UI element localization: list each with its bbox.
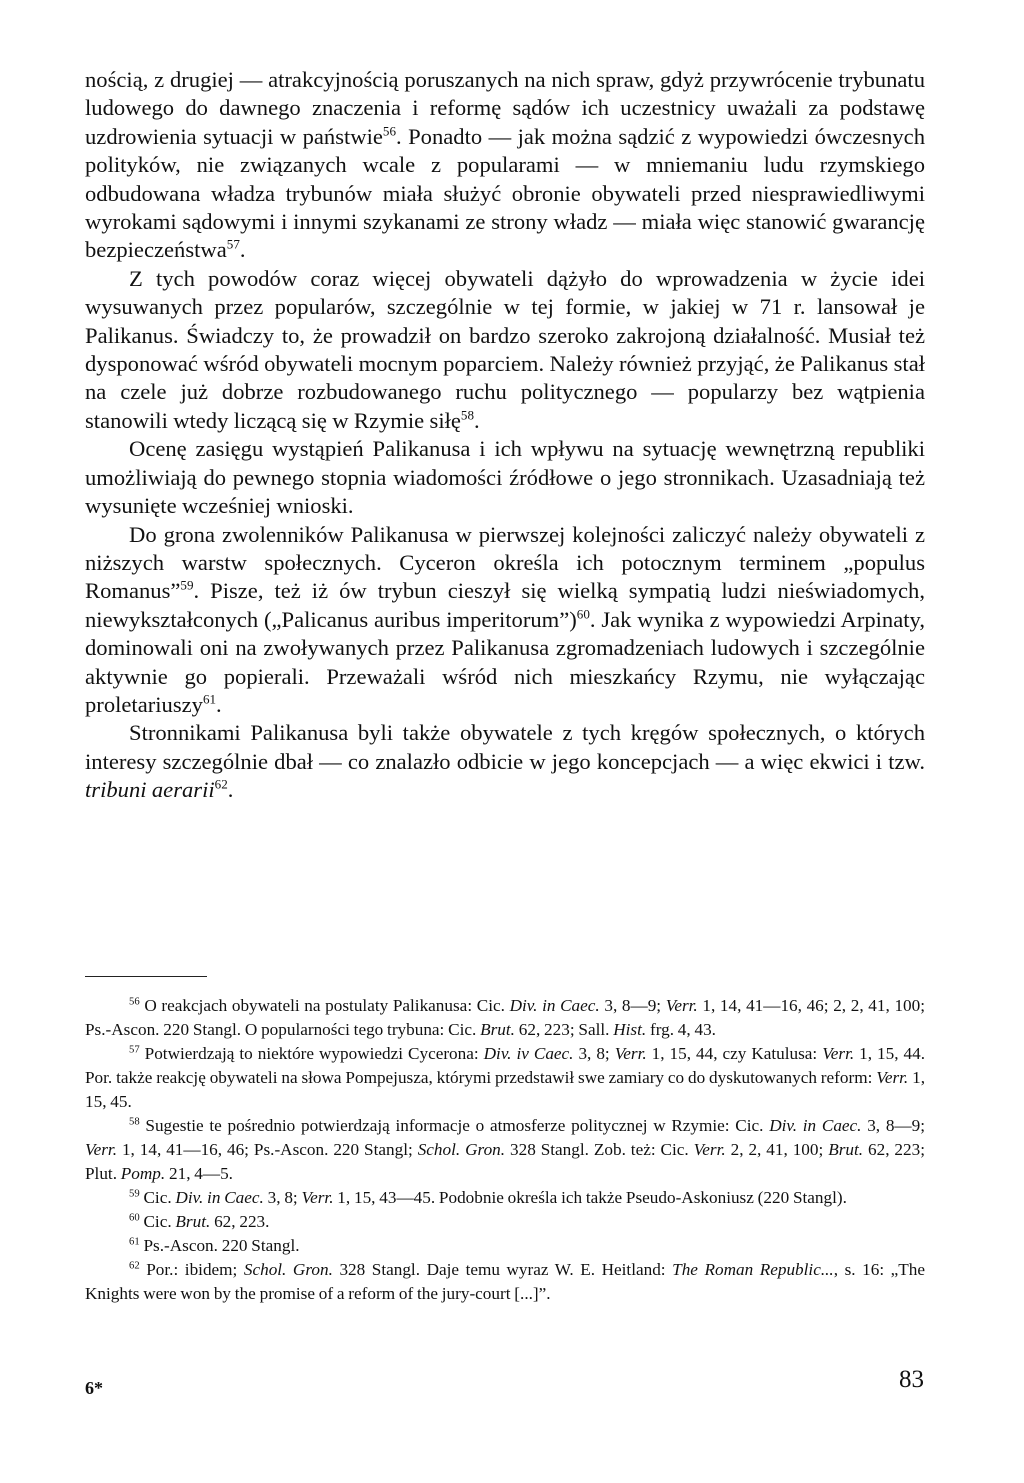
footnote bbox=[85, 1186, 925, 1210]
italic-text: Verr. bbox=[876, 1068, 909, 1087]
italic-text: Verr. bbox=[693, 1140, 726, 1159]
text-run: 3, 8—9; bbox=[599, 996, 666, 1015]
italic-text: Brut. bbox=[828, 1140, 864, 1159]
footnote-reference[interactable]: 59 bbox=[180, 577, 194, 593]
text-run: Por.: ibidem; bbox=[146, 1260, 244, 1279]
footnote bbox=[85, 994, 925, 1042]
footnote-reference[interactable]: 58 bbox=[460, 407, 474, 423]
footnote-reference[interactable]: 56 bbox=[382, 123, 396, 139]
paragraph bbox=[85, 435, 925, 520]
paragraph bbox=[85, 66, 925, 265]
text-run: . bbox=[227, 777, 234, 803]
text-run: Cic. bbox=[143, 1188, 176, 1207]
footnote bbox=[85, 1210, 925, 1234]
footnote-number: 57 bbox=[129, 1044, 140, 1056]
italic-text: tribuni aerarii bbox=[85, 777, 215, 803]
page-body bbox=[85, 66, 925, 805]
footnote-reference[interactable]: 60 bbox=[576, 606, 590, 622]
text-run: 62, 223; Sall. bbox=[514, 1020, 614, 1039]
footnote bbox=[85, 1042, 925, 1114]
signature-mark: 6* bbox=[85, 1378, 103, 1398]
footnotes bbox=[85, 994, 925, 1306]
italic-text: Verr. bbox=[614, 1044, 647, 1063]
text-run: Potwierdzają to niektóre wypowiedzi Cycerona: bbox=[144, 1044, 484, 1063]
text-run: 1, 15, 44, czy Katulusa: bbox=[646, 1044, 823, 1063]
text-run: frg. 4, 43. bbox=[646, 1020, 716, 1039]
italic-text: Verr. bbox=[665, 996, 698, 1015]
italic-text: Hist. bbox=[613, 1020, 647, 1039]
italic-text: Div. iv Caec. bbox=[483, 1044, 574, 1063]
footnote-separator bbox=[85, 976, 207, 977]
text-run: 1, 15, 43—45. Podobnie określa ich także Pseudo-Askoniusz (220 Stangl). bbox=[333, 1188, 847, 1207]
footnote-number: 60 bbox=[129, 1212, 140, 1224]
text-run: 3, 8; bbox=[573, 1044, 615, 1063]
italic-text: Verr. bbox=[822, 1044, 855, 1063]
italic-text: Brut. bbox=[480, 1020, 515, 1039]
text-run: . Ponadto — jak można sądzić z wypowiedzi ówczesnych polityków, nie związanych wcale z popularami — w mniemaniu ludu rzymskiego odbudowana władza trybunów miała służyć obronie obywateli przed niesprawiedliwymi wyrokami sądowymi i innymi szykanami ze strony władz — miała więc stanowić gwarancję bezpieczeństwa bbox=[85, 123, 925, 263]
paragraph bbox=[85, 265, 925, 435]
footnote-number: 56 bbox=[129, 996, 140, 1008]
text-run: 2, 2, 41, 100; bbox=[725, 1140, 829, 1159]
paragraph bbox=[85, 521, 925, 720]
text-run: 328 Stangl. Zob. też: Cic. bbox=[505, 1140, 694, 1159]
text-run: 62, 223. bbox=[210, 1212, 270, 1231]
text-run: Stronnikami Palikanusa byli także obywatele z tych kręgów społecznych, o których interesy szczególnie dbał — co znalazło odbicie w jego koncepcjach — a więc ekwici i tzw. bbox=[85, 720, 925, 774]
text-run: Ocenę zasięgu wystąpień Palikanusa i ich wpływu na sytuację wewnętrzną republiki umożliwiają do pewnego stopnia wiadomości źródłowe o jego stronnikach. Uzasadniają też wysunięte wcześniej wnioski. bbox=[85, 436, 925, 519]
text-run: . bbox=[216, 691, 222, 717]
text-run: 1, 14, 41—16, 46; 2, 2, 41, 100; Ps.-Ascon. 220 Stangl. O popularności tego trybuna: Cic. bbox=[85, 996, 925, 1039]
text-run: . Jak wynika z wypowiedzi Arpinaty, dominowali oni na zwoływanych przez Palikanusa zgromadzeniach ludowych i szczególnie aktywnie go popierali. Przeważali wśród nich mieszkańcy Rzymu, nie wyłączając proletariuszy bbox=[85, 606, 925, 717]
text-run: . Pisze, też iż ów trybun cieszył się wielką sympatią ludzi nieświadomych, niewykształconych („Palicanus auribus imperitorum”) bbox=[85, 578, 925, 632]
text-run: nością, z drugiej — atrakcyjnością poruszanych na nich spraw, gdyż przywrócenie trybunatu ludowego do dawnego znaczenia i reformę sądów ich uczestnicy uważali za podstawę uzdrowienia sytuacji w państwie bbox=[85, 67, 925, 149]
text-run: 328 Stangl. Daje temu wyraz W. E. Heitland: bbox=[332, 1260, 673, 1279]
main-text bbox=[85, 66, 925, 805]
footnote bbox=[85, 1234, 925, 1258]
italic-text: Schol. Gron. bbox=[417, 1140, 506, 1159]
footnote-number: 59 bbox=[129, 1188, 140, 1200]
footnote-reference[interactable]: 57 bbox=[226, 236, 240, 252]
text-run: 1, 14, 41—16, 46; Ps.-Ascon. 220 Stangl; bbox=[117, 1140, 418, 1159]
text-run: 21, 4—5. bbox=[165, 1164, 233, 1183]
text-run: Z tych powodów coraz więcej obywateli dążyło do wprowadzenia w życie idei wysuwanych przez popularów, szczególnie w tej formie, w jakiej w 71 r. lansował je Palikanus. Świadczy to, że prowadził on bardzo szeroko zakrojoną działalność. Musiał też dysponować wśród obywateli mocnym poparciem. Należy również przyjąć, że Palikanus stał na czele już dobrze rozbudowanego ruchu politycznego — popularzy bez wątpienia stanowili wtedy liczącą się w Rzymie siłę bbox=[85, 265, 925, 433]
text-run: Do grona zwolenników Palikanusa w pierwszej kolejności zaliczyć należy obywateli z niższych warstw społecznych. Cyceron określa ich potocznym terminem „populus Romanus” bbox=[85, 521, 925, 604]
text-run: , s. 16: „The Knights were won by the promise of a reform of the jury-court [...]”. bbox=[85, 1260, 926, 1303]
italic-text: The Roman Republic... bbox=[672, 1260, 834, 1279]
text-run: O reakcjach obywateli na postulaty Palikanusa: Cic. bbox=[144, 996, 510, 1015]
text-run: 1, 15, 45. bbox=[85, 1068, 925, 1111]
italic-text: Div. in Caec. bbox=[769, 1116, 862, 1135]
italic-text: Verr. bbox=[85, 1140, 117, 1159]
italic-text: Pomp. bbox=[120, 1164, 166, 1183]
page-number: 83 bbox=[899, 1366, 924, 1393]
footnote-number: 58 bbox=[129, 1116, 140, 1128]
text-run: 3, 8; bbox=[263, 1188, 302, 1207]
footnote bbox=[85, 1258, 925, 1306]
footnote bbox=[85, 1114, 925, 1186]
text-run: Cic. bbox=[143, 1212, 176, 1231]
footnote-number: 62 bbox=[129, 1260, 140, 1272]
italic-text: Div. in Caec. bbox=[509, 996, 600, 1015]
text-run: . bbox=[239, 237, 246, 263]
italic-text: Schol. Gron. bbox=[243, 1260, 333, 1279]
text-run: 1, 15, 44. Por. także reakcję obywateli na słowa Pompejusza, którymi przedstawił swe zamiary co do dyskutowanych reform: bbox=[85, 1044, 926, 1087]
text-run: 3, 8—9; bbox=[861, 1116, 925, 1135]
text-run: . bbox=[474, 407, 480, 433]
italic-text: Brut. bbox=[175, 1212, 211, 1231]
text-run: Sugestie te pośrednio potwierdzają informacje o atmosferze politycznej w Rzymie: Cic. bbox=[145, 1116, 770, 1135]
footnote-reference[interactable]: 61 bbox=[202, 691, 217, 707]
footnote-reference[interactable]: 62 bbox=[214, 776, 228, 792]
italic-text: Div. in Caec. bbox=[175, 1188, 264, 1207]
italic-text: Verr. bbox=[301, 1188, 334, 1207]
footnote-number: 61 bbox=[129, 1236, 140, 1248]
text-run: 62, 223; Plut. bbox=[85, 1140, 925, 1183]
paragraph bbox=[85, 719, 925, 804]
text-run: Ps.-Ascon. 220 Stangl. bbox=[143, 1236, 300, 1255]
